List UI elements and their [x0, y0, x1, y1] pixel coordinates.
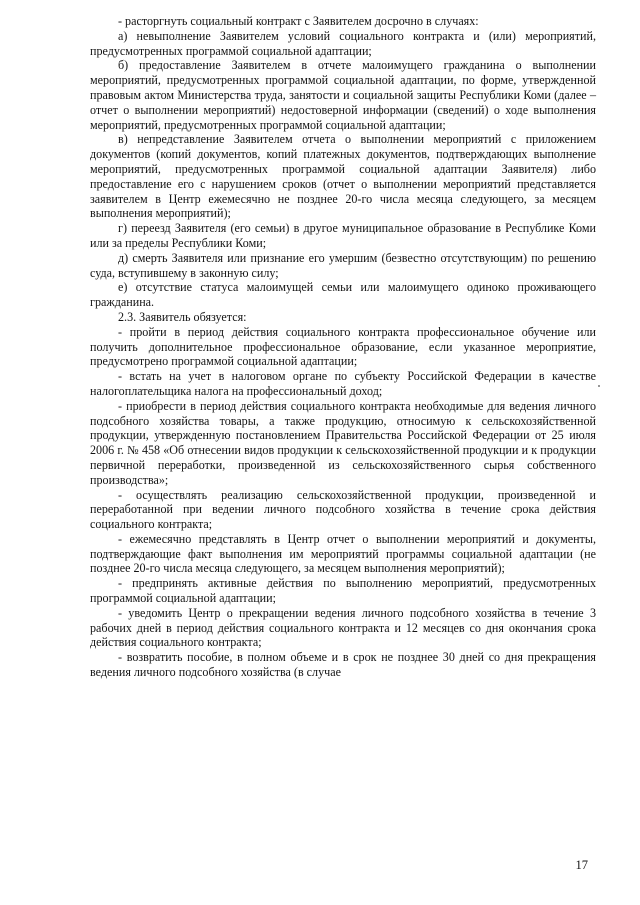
paragraph-item-v: в) непредставление Заявителем отчета о выполнении мероприятий с приложением документов (копий документов, копий платежных документов, подтверждающих выполнение мероприятий, предусмотренных программой социальной адаптации Заявителя) либо предоставление его с нарушением сроков (отчет о выполнении мероприятий представляется заявителем в Центр ежемесячно не позднее 20-го числа месяца следующего, за месяцем выполнения мероприятий); — [90, 132, 596, 221]
paragraph-item-e: е) отсутствие статуса малоимущей семьи или малоимущего одиноко проживающего гражданина. — [90, 280, 596, 310]
paragraph-item-d: д) смерть Заявителя или признание его умершим (безвестно отсутствующим) по решению суда, вступившему в законную силу; — [90, 250, 596, 280]
scan-speck — [598, 385, 600, 387]
paragraph-item-g: г) переезд Заявителя (его семьи) в другое муниципальное образование в Республике Коми или за пределы Республики Коми; — [90, 221, 596, 250]
page-number: 17 — [575, 858, 588, 872]
paragraph-terminate-contract: - расторгнуть социальный контракт с Заявителем досрочно в случаях: — [118, 14, 479, 28]
paragraph-obligation-tax-registration: - встать на учет в налоговом органе по субъекту Российской Федерации в качестве налогоплательщика налога на профессиональный доход; — [90, 369, 596, 398]
paragraph-item-b: б) предоставление Заявителем в отчете малоимущего гражданина о выполнении мероприятий, предусмотренных программой социальной адаптации, по форме, утвержденной правовым актом Министерства труда, занятости и социальной защиты Республики Коми (далее – отчет о выполнении мероприятий) недостоверной информации (сведений) о ходе выполнения мероприятий, предусмотренных программой социальной адаптации; — [90, 58, 596, 132]
section-heading-2-3: 2.3. Заявитель обязуется: — [118, 309, 247, 324]
paragraph-obligation-purchase: - приобрести в период действия социального контракта необходимые для ведения личного подсобного хозяйства товары, а также продукцию, относимую к сельскохозяйственной продукции, утвержденную постановлением Правительства Российской Федерации от 25 июля 2006 г. № 458 «Об отнесении видов продукции к сельскохозяйственной продукции и к продукции первичной переработки, произведенной из сельскохозяйственного сырья собственного производства»; — [90, 398, 596, 487]
paragraph-obligation-monthly-report: - ежемесячно представлять в Центр отчет о выполнении мероприятий и документы, подтверждающие факт выполнения им мероприятий программы социальной адаптации (не позднее 20-го числа месяца следующего, за месяцем выполнения мероприятий); — [90, 531, 596, 576]
paragraph-obligation-active-actions: - предпринять активные действия по выполнению мероприятий, предусмотренных программой социальной адаптации; — [90, 576, 596, 606]
paragraph-item-a: а) невыполнение Заявителем условий социального контракта и (или) мероприятий, предусмотренных программой социальной адаптации; — [90, 28, 596, 58]
paragraph-obligation-training: - пройти в период действия социального контракта профессиональное обучение или получить дополнительное профессиональное образование, если указанное мероприятие, предусмотрено программой социальной адаптации; — [90, 324, 596, 369]
paragraph-obligation-refund: - возвратить пособие, в полном объеме и в срок не позднее 30 дней со дня прекращения ведения личного подсобного хозяйства (в случае — [90, 650, 596, 680]
paragraph-obligation-notify: - уведомить Центр о прекращении ведения личного подсобного хозяйства в течение 3 рабочих дней в период действия социального контракта и 12 месяцев со дня окончания срока действия социального контракта; — [90, 605, 596, 650]
paragraph-obligation-sales: - осуществлять реализацию сельскохозяйственной продукции, произведенной и переработанной при ведении личного подсобного хозяйства в течение срока действия социального контракта; — [90, 487, 596, 532]
